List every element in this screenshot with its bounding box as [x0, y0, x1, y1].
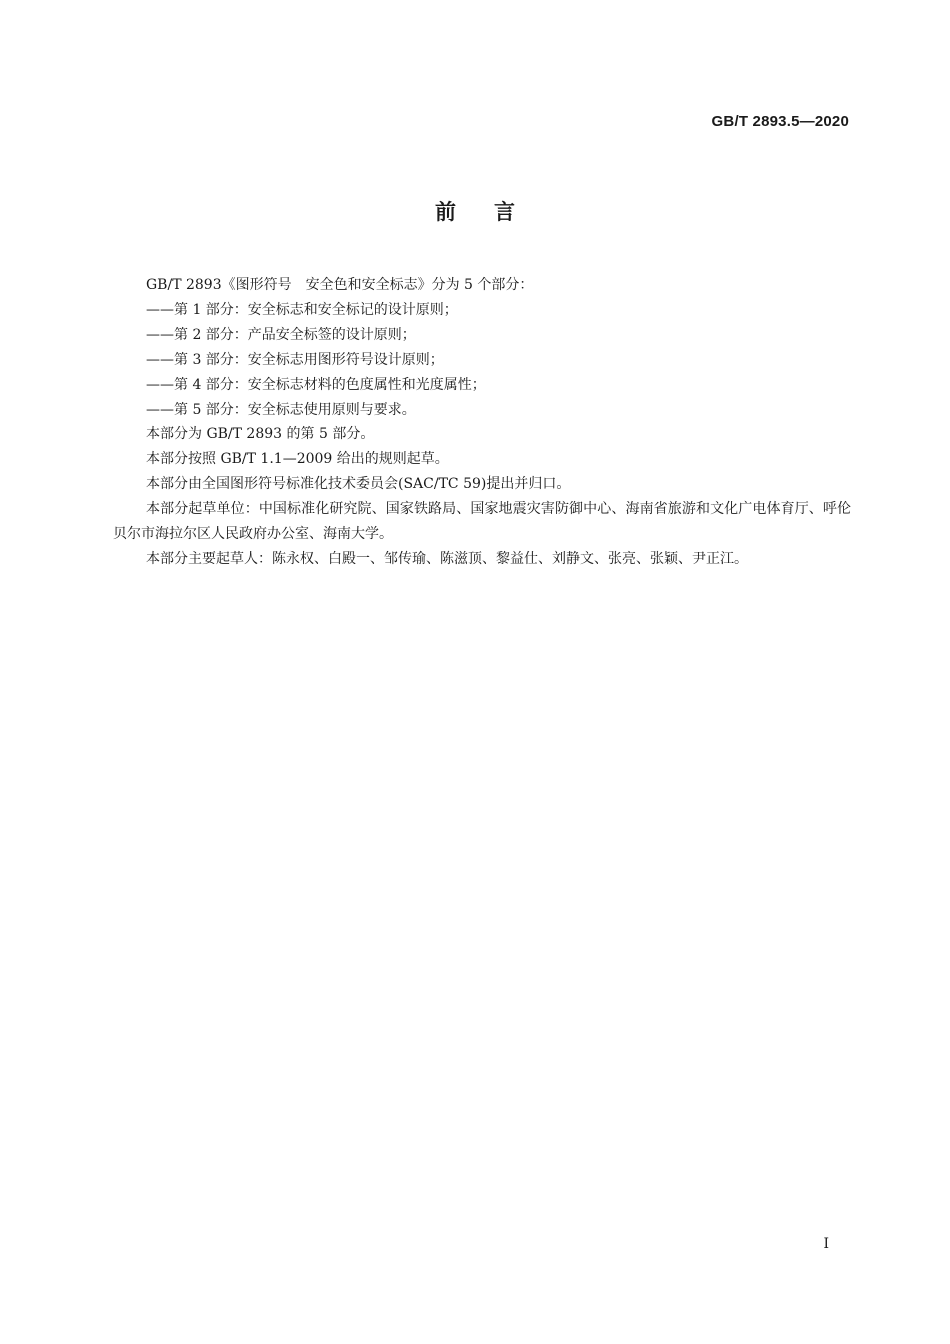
paragraph-drafters: 本部分主要起草人：陈永权、白殿一、邹传瑜、陈滋顶、黎益仕、刘静文、张亮、张颖、尹正江。: [146, 550, 748, 567]
list-item-part-1: ——第 1 部分：安全标志和安全标记的设计原则；: [146, 301, 458, 318]
list-item-part-4: ——第 4 部分：安全标志材料的色度属性和光度属性；: [146, 376, 486, 393]
paragraph-intro: GB/T 2893《图形符号 安全色和安全标志》分为 5 个部分：: [146, 277, 534, 293]
paragraph-proposer: 本部分由全国图形符号标准化技术委员会(SAC/TC 59)提出并归口。: [146, 476, 571, 493]
paragraph-drafting-units: 本部分起草单位：中国标准化研究院、国家铁路局、国家地震灾害防御中心、海南省旅游和文化广电体育厅、呼伦贝尔市海拉尔区人民政府办公室、海南大学。: [113, 501, 851, 543]
paragraph-drafting-rules: 本部分按照 GB/T 1.1—2009 给出的规则起草。: [146, 451, 449, 468]
page-number: I: [823, 1236, 829, 1252]
list-item-part-2: ——第 2 部分：产品安全标签的设计原则；: [146, 326, 416, 343]
list-item-part-5: ——第 5 部分：安全标志使用原则与要求。: [146, 401, 416, 418]
foreword-body: [113, 273, 851, 572]
paragraph-part-statement: 本部分为 GB/T 2893 的第 5 部分。: [146, 426, 375, 443]
list-item-part-3: ——第 3 部分：安全标志用图形符号设计原则；: [146, 351, 444, 368]
standard-code: GB/T 2893.5—2020: [711, 113, 849, 130]
page-title: 前言: [435, 200, 553, 224]
